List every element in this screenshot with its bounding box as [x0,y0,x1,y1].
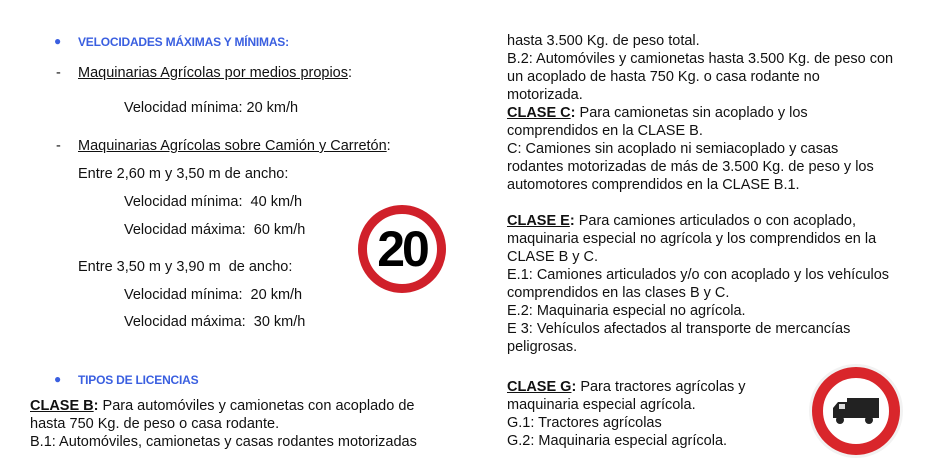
speed-limit-sign: 20 [358,205,446,293]
dash: - [56,65,61,81]
range-text: Entre 2,60 m y 3,50 m de ancho: [78,166,289,182]
bullet-icon: ● [54,34,62,48]
speed-text: Velocidad máxima: 60 km/h [124,222,306,238]
bullet-icon: ● [54,372,62,386]
item-title: Maquinarias Agrícolas sobre Camión y Carretón: [78,138,391,154]
item-title: Maquinarias Agrícolas por medios propios: [78,65,353,81]
no-trucks-sign-icon [812,367,900,455]
right-column: hasta 3.500 Kg. de peso total. B.2: Automóviles y camionetas hasta 3.500 Kg. de peso con un acoplado de hasta 750 Kg. o casa rodante no motorizada. CLASE C: Para camionetas sin acoplado y los comprendidos en la CLASE B. C: Camiones sin acoplado ni semiacoplado y casas rodantes motorizadas de más de 3.500 Kg. de peso y los automotores comprendidos en la CLASE B.1. CLASE E: Para camiones articulados o con acoplado, maquinaria especial no agrícola y los comprendidos en la CLASE B y C. E.1: Camiones articulados y/o con acoplado y los vehículos comprendidos en las clases B y C. E.2: Maquinaria especial no agrícola. E 3: Vehículos afectados al transporte de mercancías peligrosas. CLASE G: Para tractores agrícolas y maquinaria especial agrícola. G.1: Tractores agrícolas G.2: Maquinaria especial agrícola. [507,33,894,449]
section-heading: VELOCIDADES MÁXIMAS Y MÍNIMAS: [78,35,289,49]
range-text: Entre 3,50 m y 3,90 m de ancho: [78,259,293,275]
speed-text: Velocidad mínima: 40 km/h [124,194,303,210]
dash: - [56,138,61,154]
speed-text: Velocidad mínima: 20 km/h [124,100,299,116]
truck-icon [831,396,881,426]
section-heading: TIPOS DE LICENCIAS [78,373,199,387]
speed-text: Velocidad máxima: 30 km/h [124,314,306,330]
speed-text: Velocidad mínima: 20 km/h [124,287,303,303]
clase-b-block: CLASE B: Para automóviles y camionetas con acoplado de hasta 750 Kg. de peso o casa rodante. B.1: Automóviles, camionetas y casas rodantes motorizadas [30,398,417,450]
